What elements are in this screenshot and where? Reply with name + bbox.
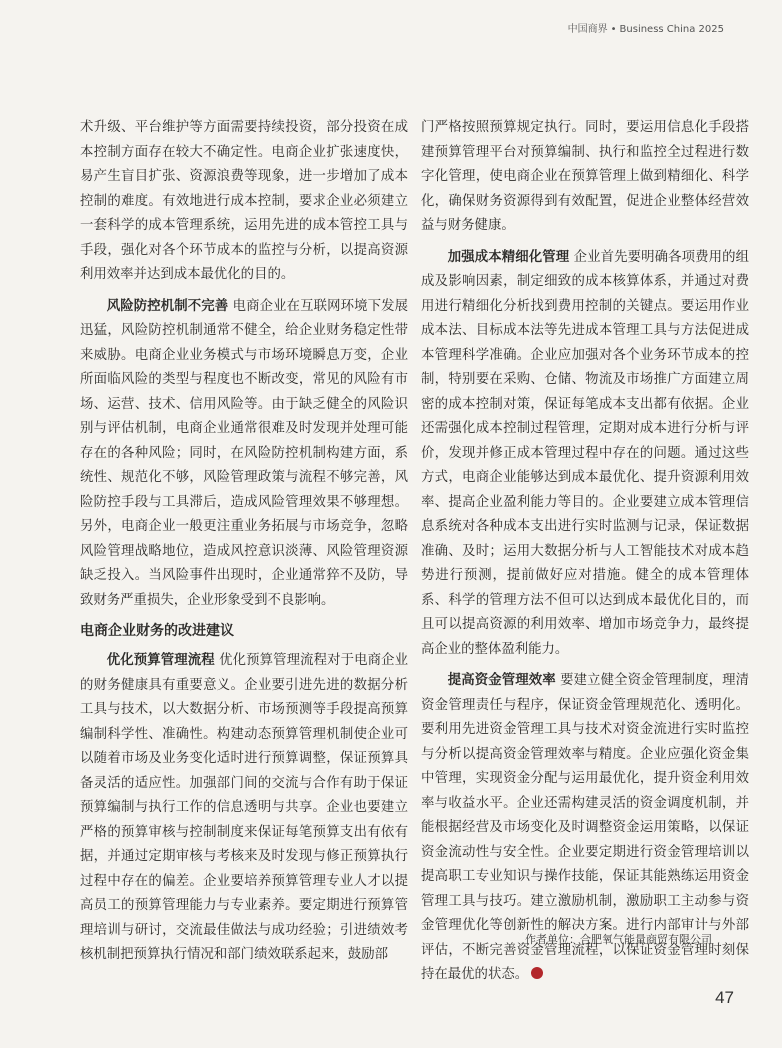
paragraph-risk-control [80,295,408,614]
paragraph-budget [80,649,408,968]
paragraph: 术升级、平台维护等方面需要持续投资，部分投资在成本控制方面存在较大不确定性。电商企业扩张速度快，易产生盲目扩张、资源浪费等现象，进一步增加了成本控制的难度。有效地进行成本控制，要求企业必须建立一套科学的成本管理系统，运用先进的成本管控工具与手段，强化对各个环节成本的监控与分析，以提高资源利用效率并达到成本最优化的目的。 [80,120,408,282]
paragraph-lead: 提高资金管理效率 [447,673,556,688]
magazine-name: 中国商界 [567,24,608,35]
paragraph-body: 企业首先要明确各项费用的组成及影响因素，制定细致的成本核算体系，并通过对费用进行精细化分析找到费用控制的关键点。要运用作业成本法、目标成本法等先进成本管理工具与方法促进成本管理科学准确。企业应加强对各个业务环节成本的控制，特别要在采购、仓储、物流及市场推广方面建立周密的成本控制对策，保证每笔成本支出都有依据。企业还需强化成本控制过程管理，定期对成本进行分析与评价，发现并修正成本管理过程中存在的问题。通过这些方式，电商企业能够达到成本最优化、提升资源利用效率、提高企业盈利能力等目的。企业要建立成本管理信息系统对各种成本支出进行实时监测与记录，保证数据准确、及时；运用大数据分析与人工智能技术对成本趋势进行预测，提前做好应对措施。健全的成本管理体系、科学的管理方法不但可以达到成本最优化目的，而且可以提高资源的利用效率、增加市场竞争力，最终提高企业的整体盈利能力。 [421,249,749,657]
paragraph: 门严格按照预算规定执行。同时，要运用信息化手段搭建预算管理平台对预算编制、执行和监控全过程进行数字化管理，使电商企业在预算管理上做到精细化、科学化，确保财务资源得到有效配置，促进企业整体经营效益与财务健康。 [421,120,749,233]
running-header [568,20,724,35]
paragraph-body: 电商企业在互联网环境下发展迅猛，风险防控机制通常不健全，给企业财务稳定性带来威胁。电商企业业务模式与市场环境瞬息万变，企业所面临风险的类型与程度也不断改变，常见的风险有市场、运营、技术、信用风险等。由于缺乏健全的风险识别与评估机制，电商企业通常很难及时发现并处理可能存在的各种风险；同时，在风险防控机制构建方面，系统性、规范化不够，风险管理政策与流程不够完善，风险防控手段与工具滞后，造成风险管理效果不够理想。另外，电商企业一般更注重业务拓展与市场竞争，忽略风险管理战略地位，造成风控意识淡薄、风险管理资源缺乏投入。当风险事件出现时，企业通常猝不及防，导致财务严重损失，企业形象受到不良影响。 [80,298,408,608]
right-column [421,116,749,995]
paragraph-cost [421,246,749,663]
header-bullet: • [610,24,617,35]
section-heading: 电商企业财务的改进建议 [80,623,234,639]
paragraph-body: 优化预算管理流程对于电商企业的财务健康具有重要意义。企业要引进先进的数据分析工具与技术，以大数据分析、市场预测等手段提高预算编制科学性、准确性。构建动态预算管理机制使企业可以随着市场及业务变化适时进行预算调整，保证预算具备灵活的适应性。加强部门间的交流与合作有助于保证预算编制与执行工作的信息透明与共享。企业也要建立严格的预算审核与控制制度来保证每笔预算支出有依有据，并通过定期审核与考核来及时发现与修正预算执行过程中存在的偏差。企业要培养预算管理专业人才以提高员工的预算管理能力与专业素养。要定期进行预算管理培训与研讨，交流最佳做法与成功经验；引进绩效考核机制把预算执行情况和部门绩效联系起来，鼓励部 [80,653,408,962]
page-number: 47 [715,988,734,1007]
paragraph-body: 要建立健全资金管理制度，理清资金管理责任与程序，保证资金管理规范化、透明化。要利用先进资金管理工具与技术对资金流进行实时监控与分析以提高资金管理效率与精度。企业应强化资金集中管理，实现资金分配与运用最优化，提升资金利用效率与收益水平。企业还需构建灵活的资金调度机制，并能根据经营及市场变化及时调整资金运用策略，以保证资金流动性与安全性。企业要定期进行资金管理培训以提高职工专业知识与操作技能，保证其能熟练运用资金管理工具与技巧。建立激励机制，激励职工主动参与资金管理优化等创新性的解决方案。进行内部审计与外部评估，不断完善资金管理流程，以保证资金管理时刻保持在最优的状态。 [421,673,749,982]
paragraph-lead: 加强成本精细化管理 [447,249,570,265]
left-column [80,116,408,975]
paragraph-lead: 优化预算管理流程 [106,653,215,668]
edition-label: Business China 2025 [619,24,724,35]
author-affiliation: 作者单位：合肥氧气能量商贸有限公司 [525,933,712,946]
end-mark-icon [531,967,543,979]
paragraph-lead: 风险防控机制不完善 [106,298,229,314]
